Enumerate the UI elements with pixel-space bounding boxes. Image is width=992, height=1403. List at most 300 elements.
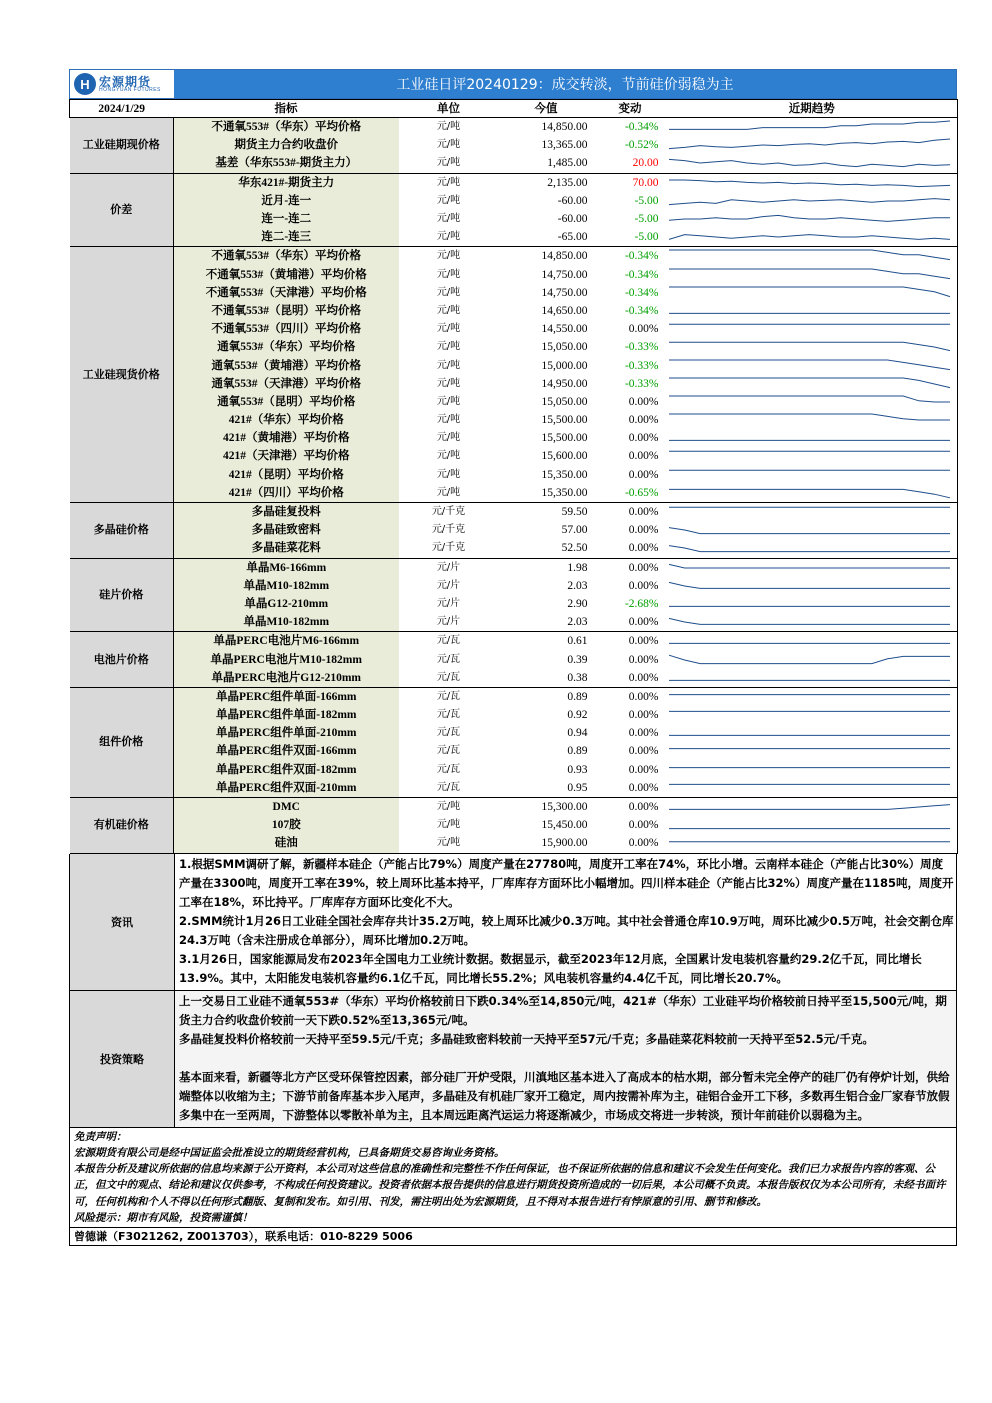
- analyst-contact: 曾德谦（F3021262, Z0013703），联系电话：010-8229 5006: [69, 1228, 957, 1246]
- logo-text: [99, 76, 161, 93]
- trend-cell: [667, 228, 958, 247]
- change-cell: -0.34%: [624, 268, 659, 281]
- sparkline-path: [669, 582, 950, 588]
- table-row: [70, 338, 958, 356]
- category-cell: 工业硅期现价格: [70, 118, 174, 174]
- unit-cell: 元/吨: [399, 484, 499, 503]
- change-cell: -0.34%: [624, 286, 659, 299]
- trend-cell: [667, 411, 958, 429]
- change-cell: -0.33%: [624, 359, 659, 372]
- sparkline: [667, 560, 952, 576]
- unit-cell: 元/吨: [436, 121, 461, 133]
- value-cell: 14,550.00: [541, 323, 588, 336]
- unit-cell: 元/吨: [436, 414, 461, 426]
- trend-cell: [667, 724, 958, 742]
- sparkline: [667, 376, 952, 392]
- indicator-cell: 单晶PERC组件单面-166mm: [174, 687, 399, 706]
- table-row: [70, 632, 958, 651]
- sparkline: [667, 725, 952, 741]
- sparkline-path: [669, 235, 950, 240]
- sparkline-path: [669, 121, 950, 129]
- table-row: [70, 779, 958, 798]
- sparkline-path: [669, 378, 950, 388]
- value-cell: -60.00: [557, 213, 588, 226]
- table-row: [70, 650, 958, 668]
- indicator-cell: 421#（四川）平均价格: [174, 484, 399, 503]
- table-row: [70, 687, 958, 706]
- trend-cell: [667, 613, 958, 632]
- sparkline: [667, 485, 952, 501]
- change-cell: -5.00: [594, 228, 667, 247]
- table-row: [70, 761, 958, 779]
- change-cell: 0.00%: [594, 669, 667, 688]
- trend-cell: [667, 650, 958, 668]
- change-cell: 0.00%: [594, 539, 667, 558]
- unit-cell: 元/瓦: [436, 653, 461, 665]
- change-cell: 0.00%: [628, 395, 659, 408]
- unit-header: 单位: [399, 100, 499, 118]
- change-cell: 0.00%: [628, 727, 659, 740]
- sparkline-path: [669, 805, 950, 810]
- value-cell: 14,650.00: [541, 304, 588, 317]
- indicator-cell: 连一-连二: [174, 210, 399, 228]
- change-cell: 0.00%: [628, 561, 659, 574]
- table-row: [70, 320, 958, 338]
- indicator-cell: DMC: [174, 797, 399, 816]
- unit-cell: 元/吨: [399, 834, 499, 853]
- table-row: [70, 247, 958, 266]
- unit-cell: 元/片: [436, 561, 461, 573]
- value-cell: 0.92: [567, 709, 588, 722]
- indicator-cell: 单晶PERC组件单面-210mm: [174, 724, 399, 742]
- sparkline-path: [669, 489, 950, 497]
- value-cell: 0.39: [567, 653, 588, 666]
- indicator-cell: 421#（黄埔港）平均价格: [174, 429, 399, 447]
- value-cell: 14,850.00: [541, 250, 588, 263]
- trend-cell: [667, 779, 958, 798]
- strategy-body: [175, 991, 956, 1127]
- table-row: [70, 411, 958, 429]
- change-cell: -0.34%: [624, 304, 659, 317]
- value-cell: 0.61: [567, 635, 588, 648]
- category-cell: 电池片价格: [70, 632, 174, 688]
- category-cell: 工业硅现货价格: [70, 247, 174, 503]
- unit-cell: 元/吨: [436, 341, 461, 353]
- value-cell: 52.50: [499, 539, 594, 558]
- value-cell: 14,950.00: [541, 377, 588, 390]
- trend-cell: [667, 320, 958, 338]
- table-row: [70, 539, 958, 558]
- change-cell: -5.00: [634, 213, 659, 226]
- sparkline-path: [669, 360, 950, 370]
- news-paragraph: 1.根据SMM调研了解，新疆样本硅企（产能占比79%）周度产量在27780吨，周度开工率在74%，环比小增。云南样本硅企（产能占比30%）周度产量在3300吨，周度开工率在39%，较上周环比基本持平，厂库库存方面环比小幅增加。四川样本硅企（产能占比32%）周度产量在1185吨，周度开工率在18%，环比持平。厂库库存方面环比变化不大。: [179, 856, 954, 909]
- disclaimer-line: 本报告分析及建议所依据的信息均来源于公开资料，本公司对这些信息的准确性和完整性不作任何保证，也不保证所依据的信息和建议不会发生任何变化。我们已力求报告内容的客观、公正，但文中的观点、结论和建议仅供参考，不构成任何投资建议。投资者依据本报告提供的信息进行期货投资所造成的一切后果，本公司概不负责。本报告版权仅为本公司所有，未经书面许可，任何机构和个人不得以任何形式翻版、复制和发布。如引用、刊发，需注明出处为宏源期货，且不得对本报告进行有悖原意的引用、删节和修改。: [74, 1163, 946, 1208]
- change-cell: 0.00%: [628, 323, 659, 336]
- change-cell: 0.00%: [628, 763, 659, 776]
- unit-cell: 元/吨: [436, 194, 461, 206]
- unit-cell: 元/吨: [436, 468, 461, 480]
- sparkline-path: [669, 180, 950, 187]
- indicator-cell: 基差（华东553#-期货主力）: [174, 154, 399, 173]
- table-row: [70, 302, 958, 320]
- unit-cell: 元/吨: [436, 213, 461, 225]
- value-cell: 15,500.00: [541, 414, 588, 427]
- sparkline: [667, 267, 952, 283]
- logo-en: HONGYUAN FUTURES: [99, 86, 161, 93]
- sparkline-path: [669, 564, 950, 568]
- indicator-cell: 421#（天津港）平均价格: [174, 447, 399, 465]
- trend-cell: [667, 247, 958, 266]
- disclaimer: [69, 1128, 957, 1229]
- indicator-cell: 不通氧553#（天津港）平均价格: [174, 284, 399, 302]
- unit-cell: 元/吨: [399, 228, 499, 247]
- sparkline-path: [669, 655, 950, 663]
- change-cell: 0.00%: [628, 690, 659, 703]
- indicator-cell: 单晶PERC电池片M10-182mm: [174, 650, 399, 668]
- table-row: [70, 521, 958, 539]
- indicator-header: 指标: [174, 100, 399, 118]
- unit-cell: 元/瓦: [399, 669, 499, 688]
- news-paragraph: 2.SMM统计1月26日工业硅全国社会库存共计35.2万吨，较上周环比减少0.3万吨。其中社会普通仓库10.9万吨，周环比减少0.5万吨，社会交割仓库24.3万吨（含未注册成仓单部分），周环比增加0.2万吨。: [179, 913, 954, 947]
- indicator-cell: 单晶PERC电池片G12-210mm: [174, 669, 399, 688]
- table-row: [70, 118, 958, 137]
- unit-cell: 元/瓦: [436, 690, 461, 702]
- trend-cell: [667, 393, 958, 411]
- unit-cell: 元/吨: [436, 819, 461, 831]
- category-cell: 组件价格: [70, 687, 174, 797]
- sparkline: [667, 633, 952, 649]
- sparkline-path: [669, 343, 950, 351]
- sparkline-path: [669, 546, 950, 552]
- category-cell: 多晶硅价格: [70, 502, 174, 558]
- change-cell: -5.00: [634, 194, 659, 207]
- value-cell: 15,000.00: [541, 359, 588, 372]
- change-cell: 0.00%: [594, 779, 667, 798]
- unit-cell: 元/片: [399, 613, 499, 632]
- change-cell: 0.00%: [628, 468, 659, 481]
- unit-cell: 元/千克: [399, 539, 499, 558]
- indicator-cell: 多晶硅致密料: [174, 521, 399, 539]
- unit-cell: 元/瓦: [436, 635, 461, 647]
- change-cell: -0.52%: [624, 139, 659, 152]
- strategy-paragraph: 基本面来看，新疆等北方产区受环保管控因素，部分硅厂开炉受限，川滇地区基本进入了高成本的枯水期，部分暂未完全停产的硅厂仍有停炉计划，供给端整体以收缩为主；下游节前备库基本步入尾声，多晶硅及有机硅厂家开工稳定，周内按需补库为主，硅铝合金开工下移，多数再生铝合金厂家春节放假多集中在一至两周，下游整体以零散补单为主，且本周远距离汽运运力将逐渐减少，市场成交将进一步转淡，预计年前硅价以弱稳为主。: [179, 1069, 950, 1122]
- sparkline: [667, 652, 952, 668]
- trend-cell: [667, 669, 958, 688]
- value-cell: 2.90: [567, 597, 588, 610]
- unit-cell: 元/吨: [436, 395, 461, 407]
- unit-cell: 元/吨: [436, 250, 461, 262]
- trend-cell: [667, 154, 958, 173]
- change-cell: 0.00%: [628, 819, 659, 832]
- change-cell: -2.68%: [624, 597, 659, 610]
- table-row: [70, 173, 958, 192]
- indicator-cell: 连二-连三: [174, 228, 399, 247]
- trend-cell: [667, 797, 958, 816]
- table-row: [70, 742, 958, 760]
- table-row: [70, 356, 958, 374]
- table-row: [70, 154, 958, 173]
- value-cell: -65.00: [499, 228, 594, 247]
- disclaimer-heading: 免责声明：: [74, 1130, 127, 1143]
- table-row: [70, 502, 958, 521]
- indicator-cell: 421#（昆明）平均价格: [174, 466, 399, 484]
- price-table: [69, 99, 958, 854]
- trend-cell: [667, 447, 958, 465]
- change-cell: 0.00%: [628, 450, 659, 463]
- sparkline: [667, 155, 952, 171]
- report-title: 工业硅日评20240129：成交转淡，节前硅价弱稳为主: [174, 70, 956, 98]
- table-row: [70, 228, 958, 247]
- unit-cell: 元/吨: [436, 359, 461, 371]
- indicator-cell: 单晶G12-210mm: [174, 595, 399, 613]
- unit-cell: 元/片: [436, 597, 461, 609]
- trend-cell: [667, 816, 958, 834]
- indicator-cell: 不通氧553#（华东）平均价格: [174, 247, 399, 266]
- value-cell: 14,750.00: [541, 286, 588, 299]
- value-cell: 0.38: [499, 669, 594, 688]
- sparkline-path: [669, 250, 950, 260]
- sparkline-path: [669, 396, 950, 402]
- trend-cell: [667, 632, 958, 651]
- change-cell: -0.33%: [624, 341, 659, 354]
- table-row: [70, 613, 958, 632]
- table-row: [70, 797, 958, 816]
- table-row: [70, 834, 958, 853]
- sparkline: [667, 817, 952, 833]
- news-label: 资讯: [70, 854, 175, 990]
- indicator-cell: 通氧553#（天津港）平均价格: [174, 375, 399, 393]
- trend-cell: [667, 266, 958, 284]
- trend-cell: [667, 375, 958, 393]
- category-cell: 价差: [70, 173, 174, 247]
- value-cell: 0.94: [567, 727, 588, 740]
- trend-cell: [667, 192, 958, 210]
- table-row: [70, 724, 958, 742]
- change-cell: 0.00%: [628, 745, 659, 758]
- trend-cell: [667, 539, 958, 558]
- indicator-cell: 不通氧553#（华东）平均价格: [174, 118, 399, 137]
- value-cell: 15,450.00: [541, 819, 588, 832]
- value-cell: 15,600.00: [541, 450, 588, 463]
- indicator-cell: 多晶硅菜花料: [174, 539, 399, 558]
- change-cell: 0.00%: [628, 506, 659, 519]
- sparkline: [667, 780, 952, 796]
- table-row: [70, 595, 958, 613]
- trend-cell: [667, 466, 958, 484]
- report-header: [69, 69, 957, 99]
- trend-cell: [667, 302, 958, 320]
- value-cell: 1.98: [567, 561, 588, 574]
- value-cell: 0.93: [567, 763, 588, 776]
- indicator-cell: 单晶PERC组件双面-166mm: [174, 742, 399, 760]
- value-cell: 15,350.00: [499, 484, 594, 503]
- sparkline-path: [669, 139, 950, 149]
- unit-cell: 元/瓦: [436, 709, 461, 721]
- report-sheet: [69, 69, 957, 1246]
- trend-cell: [667, 834, 958, 853]
- change-cell: 0.00%: [628, 801, 659, 814]
- indicator-cell: 单晶PERC组件单面-182mm: [174, 706, 399, 724]
- change-cell: -0.65%: [594, 484, 667, 503]
- trend-cell: [667, 429, 958, 447]
- sparkline: [667, 762, 952, 778]
- table-row: [70, 447, 958, 465]
- unit-cell: 元/瓦: [436, 727, 461, 739]
- change-cell: 0.00%: [628, 414, 659, 427]
- value-cell: 57.00: [561, 524, 588, 537]
- sparkline: [667, 540, 952, 556]
- unit-cell: 元/吨: [399, 154, 499, 173]
- sparkline: [667, 285, 952, 301]
- table-row: [70, 210, 958, 228]
- disclaimer-line: 风险提示：期市有风险，投资需谨慎！: [74, 1211, 253, 1224]
- change-cell: 0.00%: [628, 432, 659, 445]
- table-row: [70, 466, 958, 484]
- indicator-cell: 硅油: [174, 834, 399, 853]
- trend-cell: [667, 521, 958, 539]
- indicator-cell: 通氧553#（昆明）平均价格: [174, 393, 399, 411]
- unit-cell: 元/吨: [436, 377, 461, 389]
- sparkline: [667, 211, 952, 227]
- trend-cell: [667, 136, 958, 154]
- category-cell: 硅片价格: [70, 558, 174, 632]
- trend-header: 近期趋势: [667, 100, 958, 118]
- unit-cell: 元/吨: [436, 432, 461, 444]
- sparkline-path: [669, 269, 950, 279]
- trend-cell: [667, 484, 958, 503]
- sparkline-path: [669, 414, 950, 420]
- indicator-cell: 单晶PERC组件双面-182mm: [174, 761, 399, 779]
- strategy-label: 投资策略: [70, 991, 175, 1127]
- sparkline: [667, 835, 952, 851]
- unit-cell: 元/千克: [431, 506, 466, 518]
- unit-cell: 元/瓦: [436, 763, 461, 775]
- trend-cell: [667, 338, 958, 356]
- trend-cell: [667, 595, 958, 613]
- trend-cell: [667, 284, 958, 302]
- sparkline: [667, 467, 952, 483]
- unit-cell: 元/吨: [436, 176, 461, 188]
- table-row: [70, 393, 958, 411]
- sparkline-path: [669, 287, 950, 297]
- table-row: [70, 706, 958, 724]
- unit-cell: 元/吨: [436, 304, 461, 316]
- indicator-cell: 通氧553#（黄埔港）平均价格: [174, 356, 399, 374]
- change-cell: -0.34%: [624, 250, 659, 263]
- indicator-cell: 107胶: [174, 816, 399, 834]
- trend-cell: [667, 173, 958, 192]
- indicator-cell: 不通氧553#（黄埔港）平均价格: [174, 266, 399, 284]
- table-row: [70, 136, 958, 154]
- disclaimer-line: 宏源期货有限公司是经中国证监会批准设立的期货经营机构，已具备期货交易咨询业务资格。: [74, 1146, 505, 1159]
- change-cell: 0.00%: [628, 635, 659, 648]
- value-cell: 14,850.00: [541, 121, 588, 134]
- trend-cell: [667, 118, 958, 137]
- sparkline: [667, 394, 952, 410]
- unit-cell: 元/瓦: [399, 779, 499, 798]
- trend-cell: [667, 577, 958, 595]
- value-cell: 0.89: [567, 690, 588, 703]
- sparkline: [667, 799, 952, 815]
- indicator-cell: 通氧553#（华东）平均价格: [174, 338, 399, 356]
- trend-cell: [667, 706, 958, 724]
- sparkline-path: [669, 619, 950, 625]
- indicator-cell: 近月-连一: [174, 192, 399, 210]
- trend-cell: [667, 687, 958, 706]
- change-cell: 20.00: [594, 154, 667, 173]
- news-section: [69, 854, 957, 991]
- value-cell: 0.89: [567, 745, 588, 758]
- table-row: [70, 669, 958, 688]
- value-cell: 2,135.00: [547, 176, 588, 189]
- sparkline: [667, 448, 952, 464]
- sparkline: [667, 248, 952, 264]
- indicator-cell: 不通氧553#（昆明）平均价格: [174, 302, 399, 320]
- indicator-cell: 421#（华东）平均价格: [174, 411, 399, 429]
- unit-cell: 元/吨: [436, 286, 461, 298]
- category-cell: 有机硅价格: [70, 797, 174, 853]
- sparkline-path: [669, 528, 950, 534]
- sparkline: [667, 522, 952, 538]
- value-cell: 15,500.00: [541, 432, 588, 445]
- table-row: [70, 375, 958, 393]
- strategy-paragraph: 多晶硅复投料价格较前一天持平至59.5元/千克；多晶硅致密料较前一天持平至57元/千克；多晶硅菜花料较前一天持平至52.5元/千克。: [179, 1031, 874, 1046]
- change-cell: 0.00%: [628, 709, 659, 722]
- value-cell: 59.50: [561, 506, 588, 519]
- value-cell: 15,350.00: [541, 468, 588, 481]
- change-cell: 0.00%: [628, 653, 659, 666]
- logo-mark-icon: H: [74, 73, 96, 95]
- sparkline: [667, 303, 952, 319]
- sparkline: [667, 321, 952, 337]
- trend-cell: [667, 558, 958, 577]
- value-cell: 13,365.00: [541, 139, 588, 152]
- unit-cell: 元/吨: [436, 139, 461, 151]
- sparkline-path: [669, 198, 950, 204]
- indicator-cell: 单晶M6-166mm: [174, 558, 399, 577]
- indicator-cell: 多晶硅复投料: [174, 502, 399, 521]
- indicator-cell: 不通氧553#（四川）平均价格: [174, 320, 399, 338]
- value-cell: 1,485.00: [499, 154, 594, 173]
- change-cell: -0.34%: [624, 121, 659, 134]
- table-row: [70, 558, 958, 577]
- change-cell: 0.00%: [628, 524, 659, 537]
- unit-cell: 元/吨: [436, 801, 461, 813]
- sparkline: [667, 504, 952, 520]
- trend-cell: [667, 502, 958, 521]
- sparkline: [667, 358, 952, 374]
- sparkline: [667, 578, 952, 594]
- trend-cell: [667, 742, 958, 760]
- sparkline: [667, 430, 952, 446]
- table-row: [70, 266, 958, 284]
- indicator-cell: 期货主力合约收盘价: [174, 136, 399, 154]
- indicator-cell: 单晶M10-182mm: [174, 577, 399, 595]
- table-row: [70, 577, 958, 595]
- sparkline: [667, 596, 952, 612]
- indicator-cell: 单晶PERC组件双面-210mm: [174, 779, 399, 798]
- indicator-cell: 单晶PERC电池片M6-166mm: [174, 632, 399, 651]
- sparkline: [667, 119, 952, 135]
- unit-cell: 元/千克: [431, 524, 466, 536]
- trend-cell: [667, 210, 958, 228]
- change-header: 变动: [594, 100, 667, 118]
- sparkline: [667, 689, 952, 705]
- sparkline: [667, 175, 952, 191]
- strategy-paragraph: 上一交易日工业硅不通氧553#（华东）平均价格较前日下跌0.34%至14,850元/吨，421#（华东）工业硅平均价格较前日持平至15,500元/吨，期货主力合约收盘价较前一天下跌0.52%至13,365元/吨。: [179, 993, 947, 1027]
- sparkline: [667, 670, 952, 686]
- table-row: [70, 284, 958, 302]
